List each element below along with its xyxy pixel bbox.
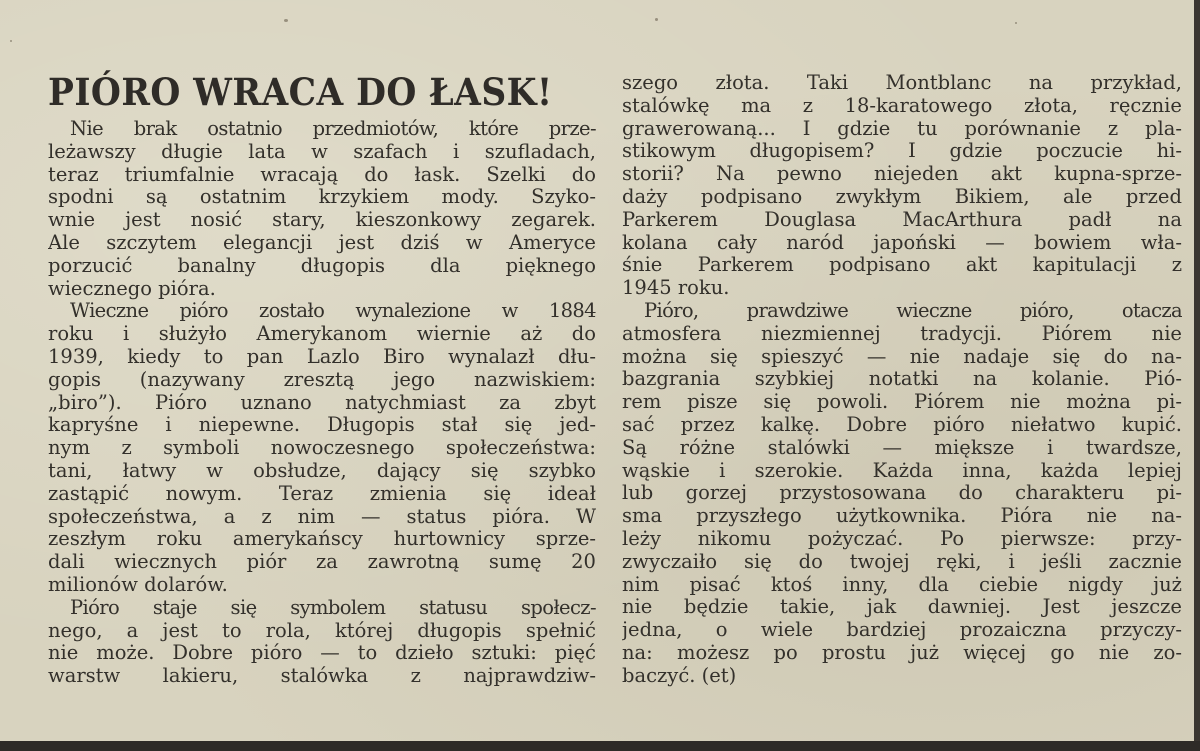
article-text-line: porzucić banalny długopis dla pięknego: [48, 254, 596, 277]
article-text-line: wąskie i szerokie. Każda inna, każda lepiej: [622, 459, 1182, 482]
article-text-line: „biro”). Pióro uznano natychmiast za zbyt: [48, 391, 596, 414]
paper-speck: [284, 19, 288, 22]
article-column-left: [48, 118, 596, 688]
article-text-line: Są różne stalówki — miększe i twardsze,: [622, 436, 1182, 459]
article-text-line: stalówkę ma z 18-karatowego złota, ręcznie: [622, 94, 1182, 117]
article-text-line: bazgrania szybkiej notatki na kolanie. Pió-: [622, 368, 1182, 391]
article-text-line: na: możesz po prostu już więcej go nie zo-: [622, 641, 1182, 664]
article-text-line: rem pisze się powoli. Piórem nie można pi-: [622, 391, 1182, 414]
article-column-right: [622, 72, 1182, 688]
article-text-line: tani, łatwy w obsłudze, dający się szybko: [48, 459, 596, 482]
article-text-line: Parkerem Douglasa MacArthura padł na: [622, 208, 1182, 231]
article-text-line: leżawszy długie lata w szafach i szufladach,: [48, 140, 596, 163]
paper-speck: [1015, 22, 1017, 24]
article-text-line: storii? Na pewno niejeden akt kupna-sprze-: [622, 163, 1182, 186]
article-text-line: baczyć. (et): [622, 664, 737, 687]
article-text-line: daży podpisano zwykłym Bikiem, ale przed: [622, 185, 1182, 208]
article-text-line: kapryśne i niepewne. Długopis stał się jed-: [48, 414, 596, 437]
article-text-line: spodni są ostatnim krzykiem mody. Szyko-: [48, 186, 596, 209]
article-text-line: śnie Parkerem podpisano akt kapitulacji z: [622, 254, 1182, 277]
clipping-bottom-edge: [0, 741, 1200, 751]
article-text-line: jedna, o wiele bardziej prozaiczna przyczy-: [622, 619, 1182, 642]
article-text-line: dali wiecznych piór za zawrotną sumę 20: [48, 551, 596, 574]
article-text-line: milionów dolarów.: [48, 573, 228, 596]
article-text-line: nego, a jest to rola, której długopis spełnić: [48, 619, 596, 642]
article-text-line: Ale szczytem elegancji jest dziś w Ameryce: [48, 231, 596, 254]
article-text-line: 1939, kiedy to pan Lazlo Biro wynalazł dłu-: [48, 345, 596, 368]
article-text-line: leży nikomu pożyczać. Po pierwsze: przy-: [622, 527, 1182, 550]
article-text-line: szego złota. Taki Montblanc na przykład,: [622, 72, 1182, 94]
article-text-line: społeczeństwa, a z nim — status pióra. W: [48, 505, 596, 528]
article-text-line: Pióro, prawdziwe wieczne pióro, otacza: [644, 299, 1182, 322]
article-text-line: gopis (nazywany zresztą jego nazwiskiem:: [48, 368, 596, 391]
article-text-line: Wieczne pióro zostało wynalezione w 1884: [70, 300, 596, 323]
article-text-line: zwyczaiło się do twojej ręki, i jeśli zacznie: [622, 550, 1182, 573]
article-text-line: nim pisać ktoś inny, dla ciebie nigdy już: [622, 573, 1182, 596]
paper-speck: [655, 18, 658, 21]
article-text-line: atmosfera niezmiennej tradycji. Piórem nie: [622, 322, 1182, 345]
article-text-line: grawerowaną... I gdzie tu porównanie z pla-: [622, 117, 1182, 140]
article-text-line: sma przyszłego użytkownika. Pióra nie na-: [622, 505, 1182, 528]
article-text-line: 1945 roku.: [622, 277, 730, 300]
article-text-line: Nie brak ostatnio przedmiotów, które prze-: [70, 118, 596, 140]
paper-speck: [10, 40, 12, 42]
article-text-line: wiecznego pióra.: [48, 277, 216, 300]
article-text-line: zeszłym roku amerykańscy hurtownicy sprze-: [48, 528, 596, 551]
article-text-line: teraz triumfalnie wracają do łask. Szelki do: [48, 163, 596, 186]
article-text-line: lub gorzej przystosowana do charakteru pi-: [622, 482, 1182, 505]
clipping-right-edge: [1194, 0, 1200, 751]
article-text-line: nym z symboli nowoczesnego społeczeństwa:: [48, 437, 596, 460]
article-text-line: roku i służyło Amerykanom wiernie aż do: [48, 323, 596, 346]
article-text-line: zastąpić nowym. Teraz zmienia się ideał: [48, 482, 596, 505]
article-text-line: wnie jest nosić stary, kieszonkowy zegarek.: [48, 209, 596, 232]
article-text-line: stikowym długopisem? I gdzie poczucie hi-: [622, 140, 1182, 163]
article-headline: PIÓRO WRACA DO ŁASK!: [48, 70, 553, 114]
article-text-line: sać przez kalkę. Dobre pióro niełatwo kupić.: [622, 413, 1182, 436]
article-text-line: nie może. Dobre pióro — to dzieło sztuki: pięć: [48, 642, 596, 665]
article-text-line: warstw lakieru, stalówka z najprawdziw-: [48, 665, 596, 688]
article-text-line: można się spieszyć — nie nadaje się do na-: [622, 345, 1182, 368]
article-text-line: kolana cały naród japoński — bowiem wła-: [622, 231, 1182, 254]
article-text-line: Pióro staje się symbolem statusu społecz-: [70, 596, 596, 619]
article-text-line: nie będzie takie, jak dawniej. Jest jeszcze: [622, 596, 1182, 619]
